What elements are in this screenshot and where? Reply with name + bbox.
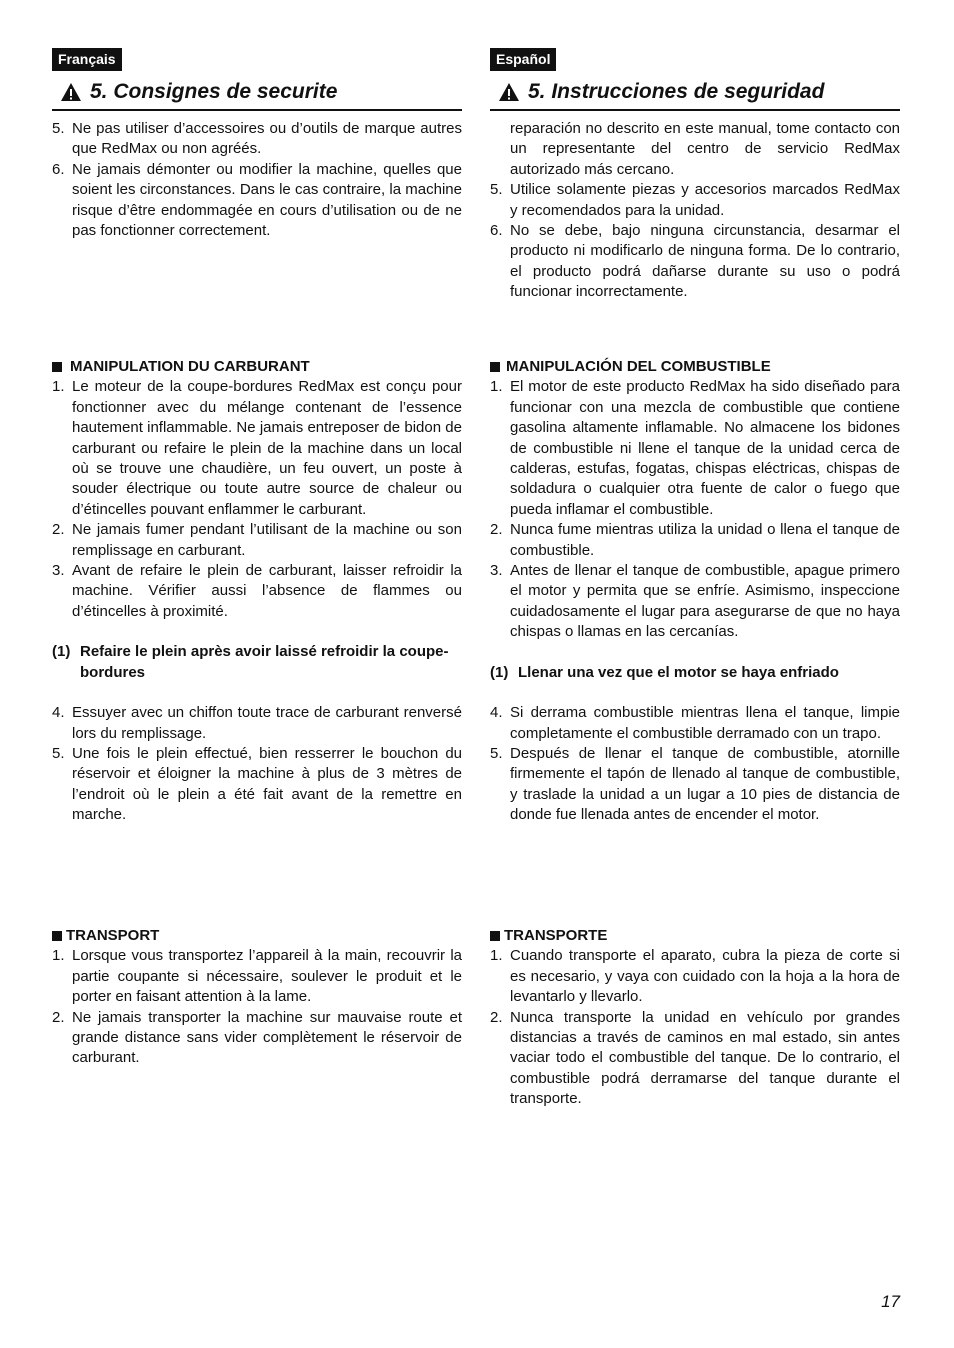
transport-section-fr: [52, 926, 462, 1069]
list-item: 2. Ne jamais fumer pendant l’utilisant de la machine ou son remplissage en carburant.: [52, 521, 462, 559]
language-tag: Français: [52, 48, 122, 71]
bullet-square-icon: [490, 931, 500, 941]
transport-section-es: [490, 926, 900, 1110]
page-number: 17: [881, 1292, 900, 1311]
subheading: (1) Llenar una vez que el motor se haya enfriado: [490, 663, 839, 681]
list-item: 2. Ne jamais transporter la machine sur mauvaise route et grande distance sans vider complètement le réservoir de carburant.: [52, 1008, 462, 1067]
list-item: 1. Cuando transporte el aparato, cubra la pieza de corte si es necesario, y vaya con cuidado con la hoja a la hora de levantarlo y llevarlo.: [490, 947, 900, 1006]
section-title: 5. Instrucciones de seguridad: [528, 80, 825, 103]
list-item: 1. El motor de este producto RedMax ha sido diseñado para funcionar con una mezcla de combustible que contiene gasolina altamente inflamable. No almacene los bidones de combustible ni llene el tanque de la unidad cerca de calderas, estufas, fogatas, chispas eléctricas, chispas de soldadura o cualquier otra fuente de calor o fuego que pueda inflamar el combustible.: [490, 378, 900, 518]
section-header: [52, 75, 462, 111]
list-item: 5. Utilice solamente piezas y accesorios marcados RedMax y recomendados para la unidad.: [490, 181, 900, 219]
intro-list: [52, 119, 462, 241]
list-item: 1. Lorsque vous transportez l’appareil à la main, recouvrir la partie coupante si nécessaire, soulever le produit et le porter en faisant attention à la lame.: [52, 947, 462, 1006]
list-item: 3. Avant de refaire le plein de carburant, laisser refroidir la machine. Vérifier aussi l’absence de flammes ou d’étincelles à proximité.: [52, 562, 462, 620]
fuel-section-fr: [52, 357, 462, 826]
warning-icon: [60, 82, 82, 102]
list-item: 6. Ne jamais démonter ou modifier la machine, quelles que soient les circonstances. Dans le cas contraire, la machine risque d’être endommagée en cours d’utilisation ou de ne pas fonctionner correctement.: [52, 160, 462, 240]
list-item: 1. Le moteur de la coupe-bordures RedMax est conçu pour fonctionner avec du mélange contenant de l’essence hautement inflammable. Ne jamais entreposer de bidon de carburant ou refaire le plein de la machine dans un local où se trouve une chaudière, un feu ouvert, un poste à souder électrique ou toute autre source de chaleur ou d’étincelles pouvant enflammer le carburant.: [52, 378, 462, 518]
list-item: 2. Nunca fume mientras utiliza la unidad o llena el tanque de combustible.: [490, 521, 900, 559]
warning-icon: [498, 82, 520, 102]
bullet-square-icon: [52, 931, 62, 941]
fuel-heading: MANIPULATION DU CARBURANT: [52, 357, 462, 377]
fuel-section-es: [490, 357, 900, 826]
column-french: [52, 48, 462, 241]
list-item: 6. No se debe, bajo ninguna circunstancia, desarmar el producto ni modificarlo de ninguna forma. De lo contrario, el producto podrá dañarse durante su uso o podrá funcionar incorrectamente.: [490, 222, 900, 301]
section-header: [490, 75, 900, 111]
section-title: 5. Consignes de securite: [90, 80, 338, 103]
list-item: 5. Ne pas utiliser d’accessoires ou d’outils de marque autres que RedMax ou non agréés.: [52, 120, 462, 158]
list-item: 4. Essuyer avec un chiffon toute trace de carburant renversé lors du remplissage.: [52, 704, 462, 742]
list-item: 2. Nunca transporte la unidad en vehículo por grandes distancias a través de caminos en mal estado, sin antes vaciar todo el combustible del tanque. De lo contrario, el combustible podrá derramarse del tanque durante el transporte.: [490, 1008, 900, 1108]
subheading: (1) Refaire le plein après avoir laissé refroidir la coupe-bordures: [52, 643, 449, 681]
bullet-square-icon: [52, 362, 62, 372]
language-tag: Español: [490, 48, 556, 71]
list-item: 5. Después de llenar el tanque de combustible, atornille firmemente el tapón de llenado al tanque de combustible, y traslade la unidad a un lugar a 10 pies de distancia de donde fue llenada antes de encender el motor.: [490, 744, 900, 824]
continuation-text: reparación no descrito en este manual, tome contacto con un representante del centro de servicio RedMax autorizado más cercano.: [510, 120, 900, 178]
list-item: 5. Une fois le plein effectué, bien resserrer le bouchon du réservoir et éloigner la machine à plus de 3 mètres de l’endroit où le plein a été fait avant de la remettre en marche.: [52, 744, 462, 824]
bullet-square-icon: [490, 362, 500, 372]
list-item: 3. Antes de llenar el tanque de combustible, apague primero el motor y permita que se enfríe. Asimismo, inspeccione cuidadosamente el lugar para asegurarse de que no haya chispas o llamas en las cercanías.: [490, 562, 900, 641]
fuel-heading: MANIPULACIÓN DEL COMBUSTIBLE: [490, 357, 900, 377]
transport-heading: TRANSPORT: [52, 926, 462, 946]
transport-heading: TRANSPORTE: [490, 926, 900, 946]
column-spanish: [490, 48, 900, 303]
list-item: 4. Si derrama combustible mientras llena el tanque, limpie completamente el combustible derramado con un trapo.: [490, 704, 900, 742]
intro-list: [490, 119, 900, 303]
